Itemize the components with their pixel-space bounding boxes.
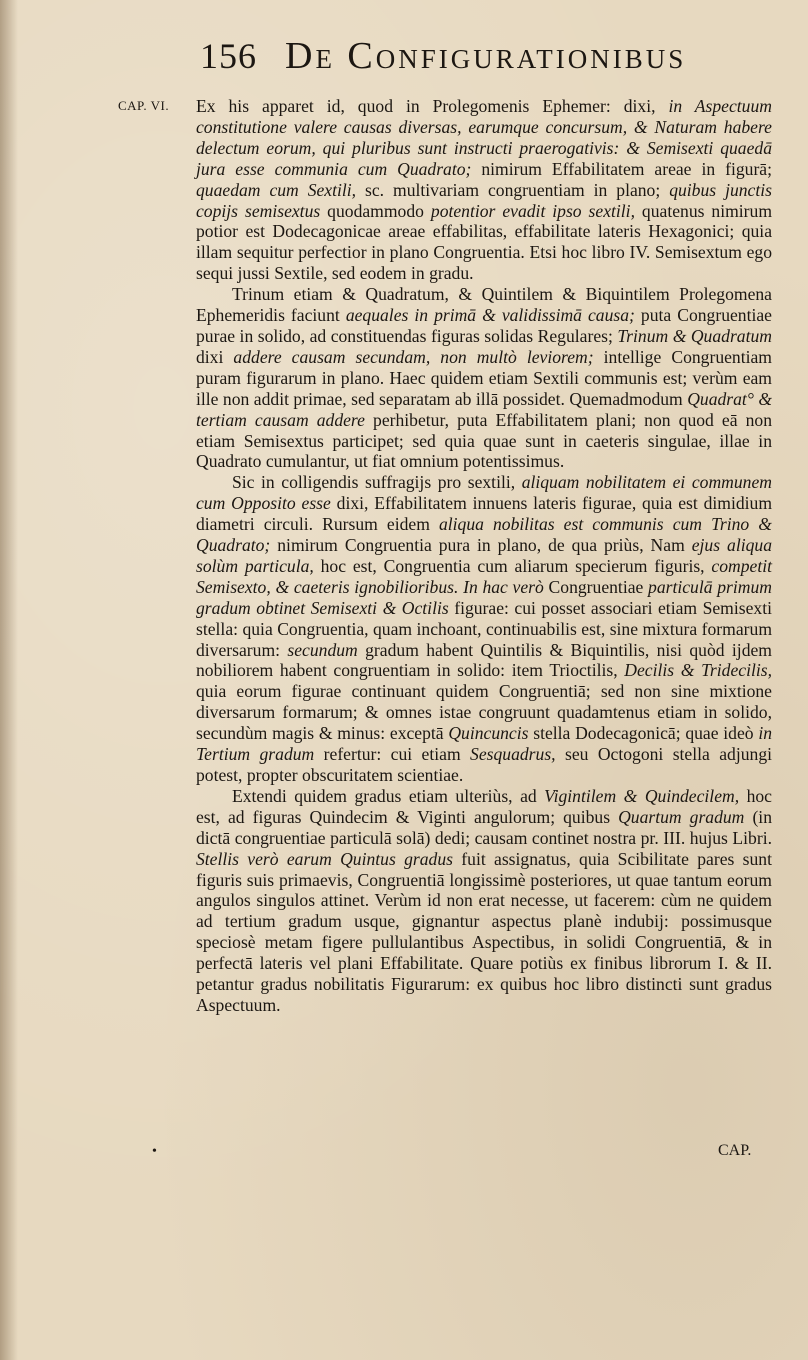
italic-run: aliquam nobilitatem ei communem cum Opposito esse <box>196 472 772 514</box>
text-run: Congruentiae <box>543 576 649 597</box>
text-run: dixi, Effabilitatem innuens lateris figurae, quia est dimidium diametri circuli. Rursum eidem <box>196 493 772 535</box>
text-run: sc. multivariam congruentiam in plano; <box>356 179 670 200</box>
text-run: figurae: cui posset associari etiam Semisexti stella: quia Congruentia, quam inchoant, continuabilis est, sine mixtura formarum diversarum: <box>196 597 772 660</box>
italic-run: quaedam cum Sextili, <box>196 179 357 200</box>
italic-run: in Aspectuum constitutione valere causas diversas, earumque concursum, & Naturam habere delectum eorum, qui pluribus sunt instructi praerogativis: & Semisexti quaedā jura esse communia cum Quadrato; <box>196 96 772 179</box>
chapter-marginal-label: CAP. VI. <box>118 98 170 113</box>
text-run: refertur: cui etiam <box>314 744 471 765</box>
italic-run: particulā primum gradum obtinet Semisexti & Octilis <box>196 576 772 618</box>
text-run: Sic in colligendis suffragijs pro sextili, <box>232 472 522 493</box>
text-run: quia eorum figurae continuant quidem Congruentiā; sed non sine mixtione diversarum formarum; & omnes istae congruunt quadamtenus etiam in solido, secundùm magis & minus: exceptā <box>196 681 772 744</box>
text-run: (in dictā congruentiae particulā solā) dedi; causam continet nostra pr. III. hujus Libri. <box>196 806 772 848</box>
text-run: gradum habent Quintilis & Biquintilis, nisi quòd ijdem nobiliorem habent congruentiam in solido: item Trioctilis, <box>196 639 772 681</box>
italic-run: Trinum & Quadratum <box>617 325 772 346</box>
text-run: perhibetur, puta Effabilitatem plani; non quod eā non etiam Semisextus participet; sed quia quae sunt in caeteris singulae, illae in Quadrato cumulantur, ut fiat omnium potentissimus. <box>196 409 772 472</box>
text-run: dixi <box>196 346 234 367</box>
italic-run: competit Semisexto, & caeteris ignobilioribus. In hac verò <box>196 555 772 597</box>
italic-run: Stellis verò earum Quintus gradus <box>196 848 453 869</box>
italic-run: ejus aliqua solùm particula, <box>196 535 772 576</box>
italic-run: aequales in primā & validissimā causa; <box>345 305 635 326</box>
text-run: seu Octogoni stella adjungi potest, propter obscuritatem scientiae. <box>196 744 772 785</box>
italic-run: in Tertium gradum <box>196 723 772 765</box>
text-run: fuit assignatus, quia Scibilitate pares sunt figuris suis primaevis, Congruentiā longissimè posteriores, ut quae tantum eorum angulos singulos attinet. Verùm id non erat necesse, ut facerem: cùm ne quidem ad tertium gradum usque, gignantur aspectus planè indubij: possimusque speciosè metam figere pullulantibus Aspectibus, in solidi Congruentiā, & in perfectā lateris vel plani Effabilitate. Quare potiùs ex finibus librorum I. & II. petantur gradus nobilitatis Figurarum: ex quibus hoc libro distincti sunt gradus Aspectuum. <box>196 848 772 1015</box>
paragraph <box>196 786 772 1016</box>
italic-run: Quadrat° & tertiam causam addere <box>196 388 772 430</box>
text-run: Ex his apparet id, quod in Prolegomenis Ephemer: dixi, <box>196 96 669 116</box>
italic-run: addere causam secundam, non multò leviorem; <box>233 346 594 367</box>
text-run: quatenus nimirum potior est Dodecagonicae areae effabilitas, effabilitate lateris Hexagonici; quia illam sequitur perfectior in plano Congruentia. Etsi hoc libro IV. Semisextum ego sequi jussi Sextile, sed eodem in gradu. <box>196 200 773 284</box>
text-run: hoc est, ad figuras Quindecim & Viginti angulorum; quibus <box>196 785 772 827</box>
paragraph <box>196 96 772 284</box>
running-head <box>200 34 760 78</box>
catchword: CAP. <box>718 1142 752 1159</box>
marginal-mark: • <box>152 1144 157 1159</box>
page-number: 156 <box>200 36 257 76</box>
paragraph <box>196 284 772 472</box>
text-run: quodammodo <box>320 200 431 221</box>
running-title: De Configurationibus <box>285 35 687 77</box>
italic-run: Quartum gradum <box>618 806 745 827</box>
italic-run: Quincuncis <box>448 723 529 744</box>
italic-run: aliqua nobilitas est communis cum Trino & Quadrato; <box>196 514 772 556</box>
italic-run: quibus junctis copijs semisextus <box>196 179 772 221</box>
text-run: hoc est, Congruentia cum aliarum specierum figuris, <box>313 555 712 576</box>
text-run: nimirum Congruentia pura in plano, de qua priùs, Nam <box>270 535 692 556</box>
text-run: stella Dodecagonicā; quae ideò <box>528 723 759 744</box>
italic-run: secundum <box>287 639 358 660</box>
text-run: nimirum Effabilitatem areae in figurā; <box>471 158 773 179</box>
body-text <box>196 96 772 1016</box>
text-run: Extendi quidem gradus etiam ulteriùs, ad <box>232 785 545 806</box>
italic-run: Vigintilem & Quindecilem, <box>544 785 740 806</box>
italic-run: potentior evadit ipso sextili, <box>430 200 635 221</box>
paragraph <box>196 472 772 786</box>
text-run: puta Congruentiae purae in solido, ad constituendas figuras solidas Regulares; <box>196 305 772 346</box>
italic-run: Sesquadrus, <box>470 744 556 765</box>
text-run: intellige Congruentiam puram figurarum in plano. Haec quidem etiam Sextili communis est; verùm eam ille non addit primae, sed separatam ab illā possidet. Quemadmodum <box>196 346 772 409</box>
italic-run: Decilis & Tridecilis, <box>624 660 772 681</box>
text-run: Trinum etiam & Quadratum, & Quintilem & Biquintilem Prolegomena Ephemeridis faciunt <box>196 284 772 326</box>
